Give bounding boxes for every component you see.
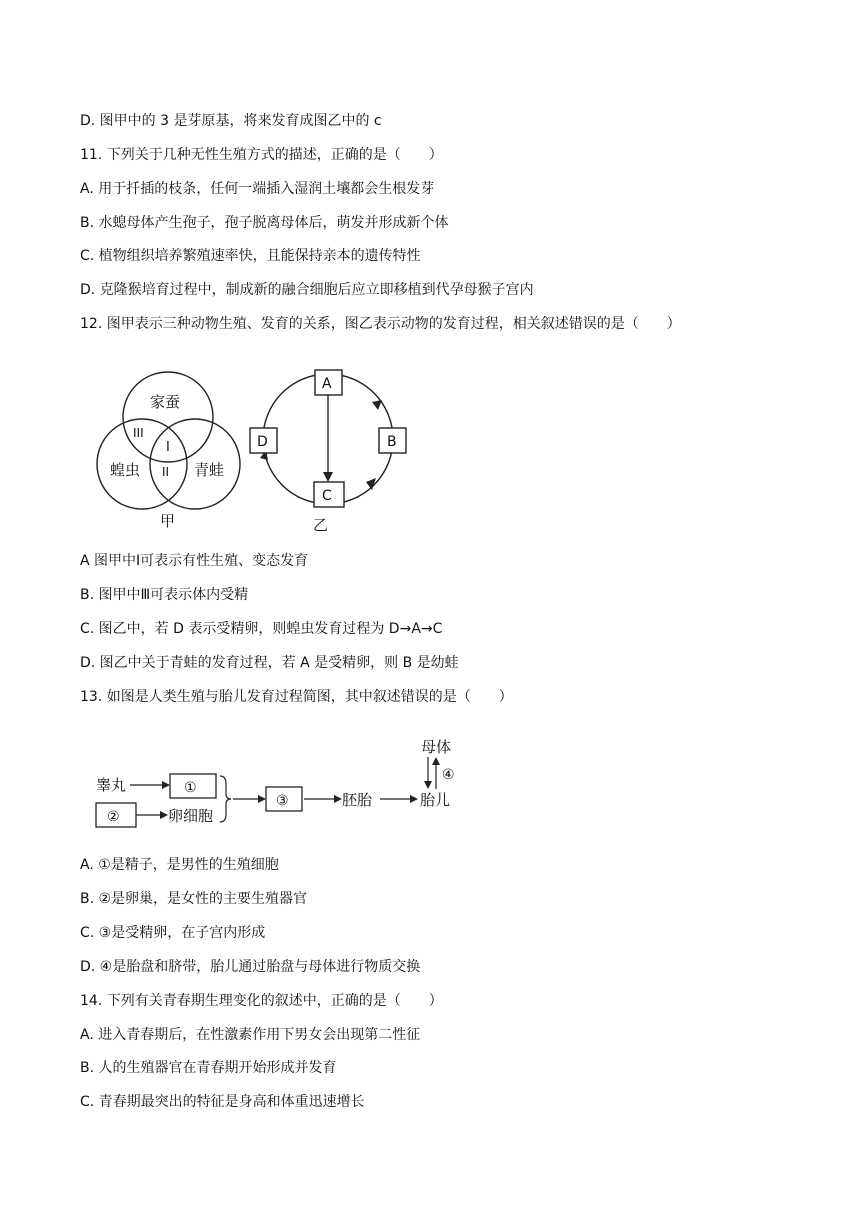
q11-option-d: D. 克隆猴培育过程中，制成新的融合细胞后应立即移植到代孕母猴子宫内 bbox=[80, 282, 534, 298]
q13-option-d: D. ④是胎盘和脐带，胎儿通过胎盘与母体进行物质交换 bbox=[80, 959, 421, 975]
box-3-label: ③ bbox=[276, 793, 289, 809]
node-b: B bbox=[387, 434, 397, 450]
caption-yi: 乙 bbox=[313, 516, 329, 534]
q12-option-b: B. 图甲中Ⅲ可表示体内受精 bbox=[80, 587, 249, 603]
q11-option-a: A. 用于扦插的枝条，任何一端插入湿润土壤都会生根发芽 bbox=[80, 181, 435, 197]
q12-option-c: C. 图乙中，若 D 表示受精卵，则蝗虫发育过程为 D→A→C bbox=[80, 621, 443, 637]
question-14: 14. 下列有关青春期生理变化的叙述中，正确的是（ ） bbox=[80, 993, 443, 1009]
question-12: 12. 图甲表示三种动物生殖、发育的关系，图乙表示动物的发育过程，相关叙述错误的是（ ） bbox=[80, 316, 681, 332]
venn-region-ii: II bbox=[162, 465, 170, 479]
q14-option-b: B. 人的生殖器官在青春期开始形成并发育 bbox=[80, 1060, 337, 1076]
node-a: A bbox=[322, 376, 332, 392]
node-c: C bbox=[322, 488, 332, 504]
q12-option-d: D. 图乙中关于青蛙的发育过程，若 A 是受精卵，则 B 是幼蛙 bbox=[80, 655, 459, 671]
label-embryo: 胚胎 bbox=[342, 791, 373, 809]
box-2-label: ② bbox=[107, 809, 120, 825]
q11-option-b: B. 水螅母体产生孢子，孢子脱离母体后，萌发并形成新个体 bbox=[80, 215, 449, 231]
q10-option-d: D. 图甲中的 3 是芽原基，将来发育成图乙中的 c bbox=[80, 113, 382, 129]
venn-label-frog: 青蛙 bbox=[194, 461, 225, 479]
venn-region-iii: III bbox=[133, 426, 144, 440]
q14-option-c: C. 青春期最突出的特征是身高和体重迅速增长 bbox=[80, 1094, 365, 1110]
q13-option-c: C. ③是受精卵，在子宫内形成 bbox=[80, 925, 266, 941]
venn-region-i: I bbox=[166, 440, 170, 455]
node-d: D bbox=[257, 434, 268, 450]
figure-12 bbox=[90, 362, 430, 542]
q13-option-b: B. ②是卵巢，是女性的主要生殖器官 bbox=[80, 891, 308, 907]
question-11: 11. 下列关于几种无性生殖方式的描述，正确的是（ ） bbox=[80, 147, 443, 163]
box-1-label: ① bbox=[184, 780, 197, 796]
q12-option-a: A 图甲中Ⅰ可表示有性生殖、变态发育 bbox=[80, 553, 309, 569]
label-egg: 卵细胞 bbox=[168, 807, 214, 825]
label-testis: 睾丸 bbox=[96, 776, 127, 794]
question-13: 13. 如图是人类生殖与胎儿发育过程简图，其中叙述错误的是（ ） bbox=[80, 689, 513, 705]
label-fetus: 胎儿 bbox=[420, 791, 451, 809]
figure-13 bbox=[90, 735, 470, 835]
q13-option-a: A. ①是精子，是男性的生殖细胞 bbox=[80, 857, 279, 873]
q11-option-c: C. 植物组织培养繁殖速率快，且能保持亲本的遗传特性 bbox=[80, 248, 421, 264]
label-4: ④ bbox=[442, 767, 455, 783]
label-mother: 母体 bbox=[421, 738, 452, 756]
venn-label-locust: 蝗虫 bbox=[110, 461, 141, 479]
caption-jia: 甲 bbox=[160, 512, 176, 530]
q14-option-a: A. 进入青春期后，在性激素作用下男女会出现第二性征 bbox=[80, 1027, 421, 1043]
venn-label-silkworm: 家蚕 bbox=[150, 393, 181, 411]
